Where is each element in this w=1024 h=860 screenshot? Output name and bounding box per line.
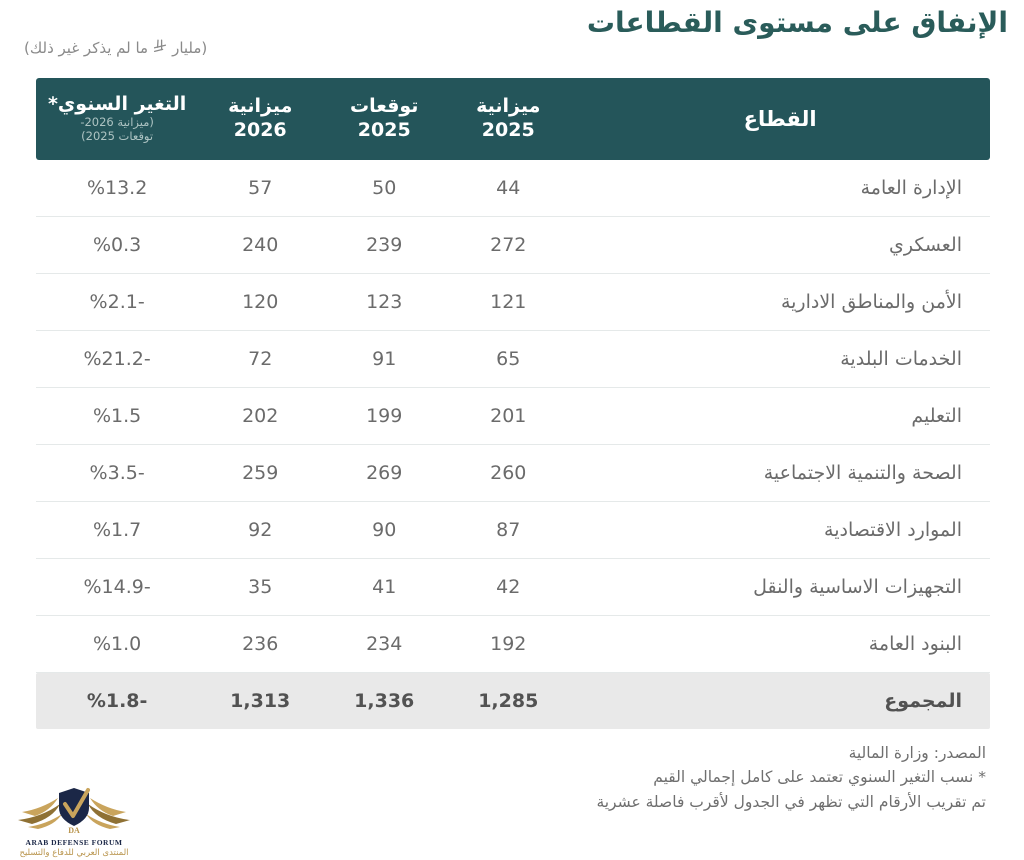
forecast-2025-value: 50: [372, 177, 397, 199]
footnotes: [596, 741, 986, 814]
table-row: [36, 502, 990, 559]
sectors-table: [36, 78, 990, 729]
budget-2025-value: 87: [496, 519, 521, 541]
table-row: [36, 274, 990, 331]
annual-change-value: %13.2: [86, 177, 148, 199]
budget-2026-value: 236: [242, 633, 279, 655]
table-row: [36, 331, 990, 388]
table-total-row: [36, 673, 990, 729]
annual-change-value: %1.0: [92, 633, 142, 655]
table-row: [36, 559, 990, 616]
annual-change-value: %2.1-: [89, 291, 145, 313]
header-forecast-2025: توقعات 2025: [350, 95, 419, 141]
sector-label: الأمن والمناطق الادارية: [780, 291, 962, 313]
page-title: الإنفاق على مستوى القطاعات: [586, 6, 1008, 39]
sector-label: التجهيزات الاساسية والنقل: [753, 576, 962, 598]
header-budget-2025: ميزانية 2025: [476, 95, 541, 141]
budget-2026-value: 35: [248, 576, 273, 598]
budget-2025-value: 65: [496, 348, 521, 370]
sector-label: العسكري: [888, 234, 962, 256]
total-budget-2025: 1,285: [478, 690, 539, 712]
budget-2026-value: 259: [242, 462, 279, 484]
annual-change-value: %1.7: [92, 519, 142, 541]
sector-label: الإدارة العامة: [860, 177, 962, 199]
budget-2025-value: 260: [490, 462, 527, 484]
units-note-post: ما لم يذكر غير ذلك): [24, 39, 149, 57]
header-annual-change: التغير السنوي* (ميزانية 2026- توقعات 2025): [47, 92, 187, 144]
budget-2025-value: 44: [496, 177, 521, 199]
forecast-2025-value: 41: [372, 576, 397, 598]
winged-shield-icon: [14, 786, 134, 834]
sector-label: الصحة والتنمية الاجتماعية: [763, 462, 962, 484]
budget-2026-value: 240: [242, 234, 279, 256]
sector-label: التعليم: [911, 405, 962, 427]
units-note: [24, 39, 207, 57]
arab-defense-forum-logo: [12, 786, 136, 858]
forecast-2025-value: 239: [366, 234, 403, 256]
rounding-note: تم تقريب الأرقام التي تظهر في الجدول لأقرب فاصلة عشرية: [596, 792, 986, 811]
sector-label: البنود العامة: [868, 633, 962, 655]
total-forecast-2025: 1,336: [354, 690, 415, 712]
sector-label: الموارد الاقتصادية: [824, 519, 962, 541]
logo-name-en: ARAB DEFENSE FORUM: [25, 838, 123, 847]
annual-change-value: %21.2-: [83, 348, 151, 370]
annual-change-value: %1.5: [92, 405, 142, 427]
forecast-2025-value: 123: [366, 291, 403, 313]
forecast-2025-value: 90: [372, 519, 397, 541]
header-sector: القطاع: [743, 107, 817, 131]
units-note-pre: (مليار: [172, 39, 208, 57]
budget-2026-value: 120: [242, 291, 279, 313]
table-header-row: [36, 78, 990, 160]
annual-change-value: %3.5-: [89, 462, 145, 484]
total-label: المجموع: [884, 690, 962, 712]
table-row: [36, 616, 990, 673]
budget-2026-value: 57: [248, 177, 273, 199]
budget-2026-value: 72: [248, 348, 273, 370]
source-note: المصدر: وزارة المالية: [848, 744, 986, 762]
forecast-2025-value: 199: [366, 405, 403, 427]
budget-2025-value: 272: [490, 234, 527, 256]
table-row: [36, 445, 990, 502]
forecast-2025-value: 91: [372, 348, 397, 370]
forecast-2025-value: 269: [366, 462, 403, 484]
annual-change-value: %0.3: [92, 234, 142, 256]
asterisk-note: * نسب التغير السنوي تعتمد على كامل إجمالي القيم: [653, 768, 986, 787]
saudi-riyal-icon: [153, 39, 167, 57]
table-row: [36, 217, 990, 274]
total-budget-2026: 1,313: [230, 690, 291, 712]
header-budget-2026: ميزانية 2026: [228, 95, 293, 141]
budget-2025-value: 192: [490, 633, 527, 655]
sector-label: الخدمات البلدية: [840, 348, 962, 370]
budget-2026-value: 202: [242, 405, 279, 427]
budget-2025-value: 42: [496, 576, 521, 598]
budget-2026-value: 92: [248, 519, 273, 541]
budget-2025-value: 201: [490, 405, 527, 427]
table-row: [36, 388, 990, 445]
logo-monogram: DA: [68, 826, 80, 834]
forecast-2025-value: 234: [366, 633, 403, 655]
total-annual-change: %1.8-: [86, 690, 148, 712]
budget-2025-value: 121: [490, 291, 527, 313]
annual-change-value: %14.9-: [83, 576, 151, 598]
logo-name-ar: المنتدى العربي للدفاع والتسليح: [19, 848, 129, 858]
table-row: [36, 160, 990, 217]
